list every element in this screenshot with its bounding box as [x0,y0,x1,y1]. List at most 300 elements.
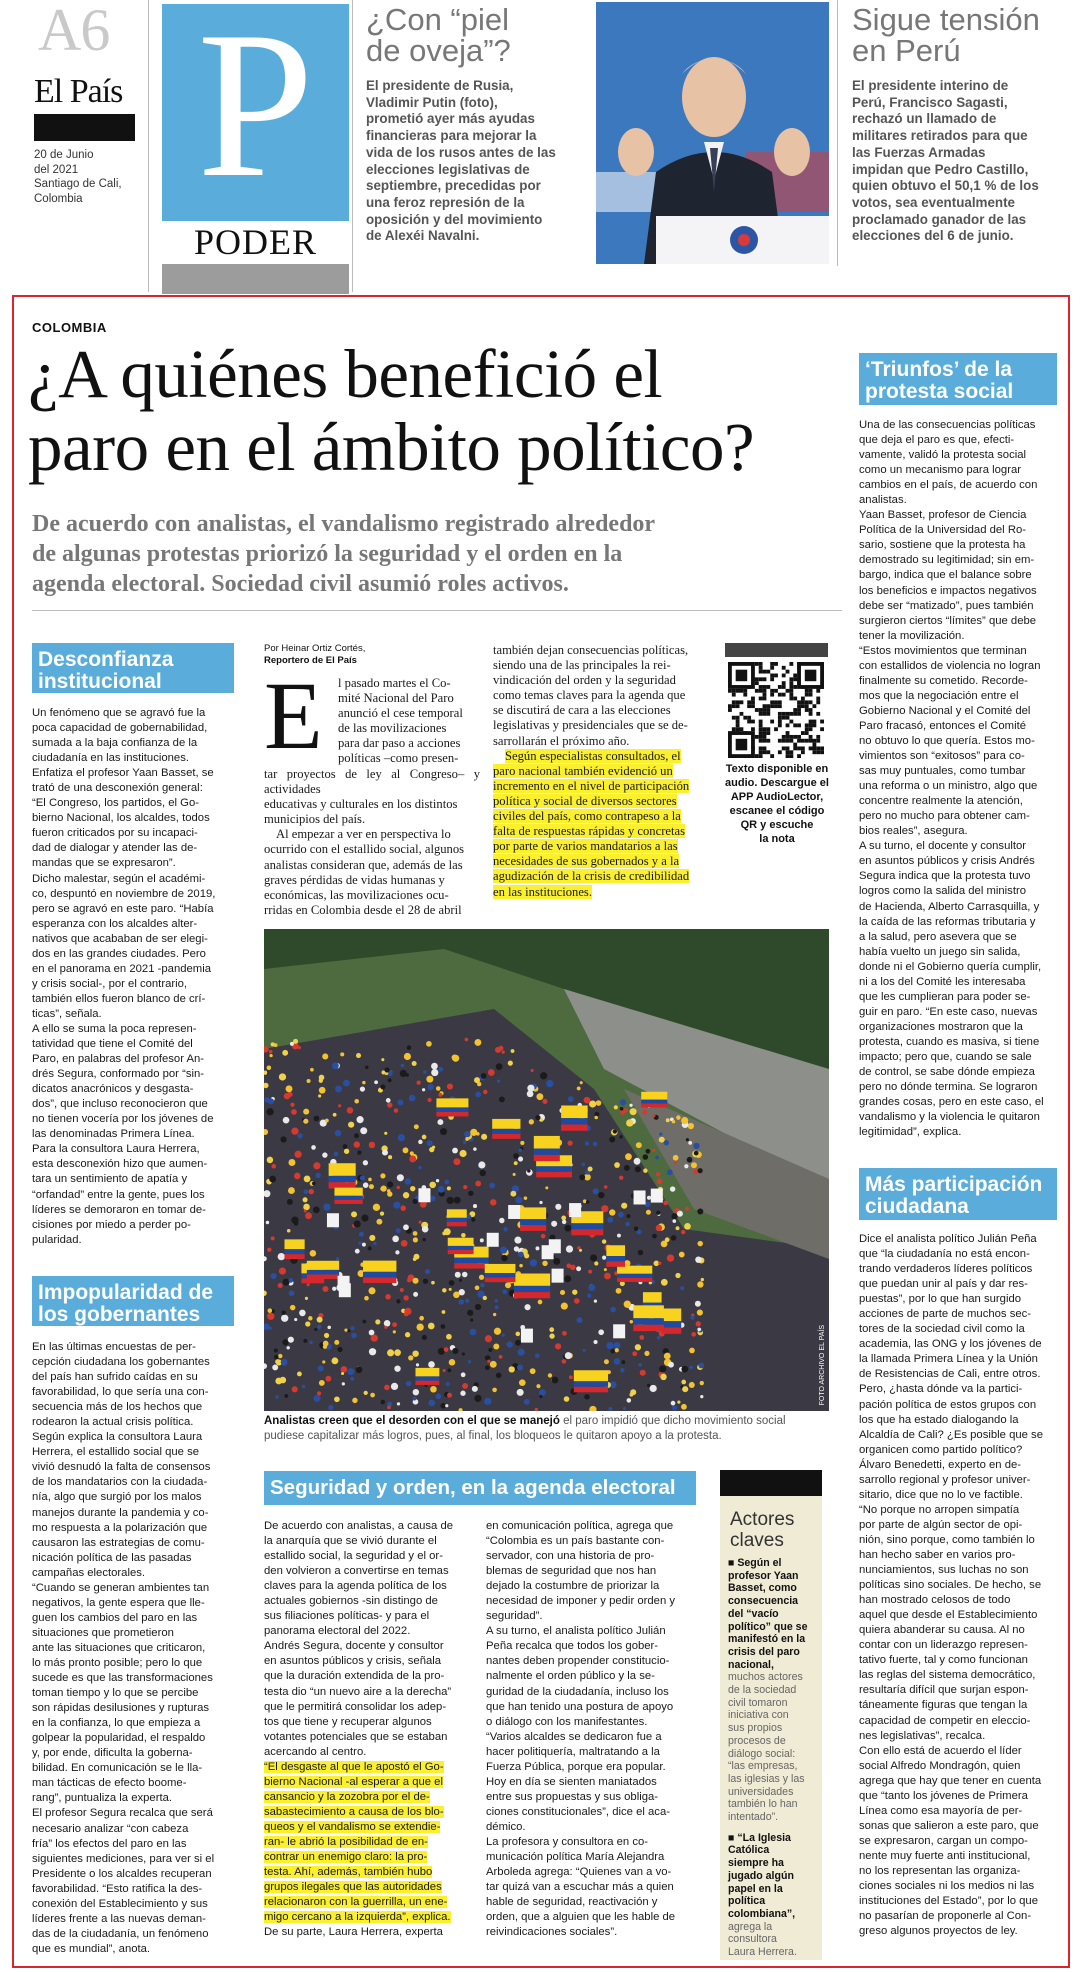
text-line: fueron criticados por su incapaci- [32,827,198,840]
text-line: los beneficios e impactos negativos [859,584,1037,597]
actores-line: muchos actores [728,1671,803,1684]
text-line: sucede es que las transformaciones [32,1672,213,1685]
text-line: cansancio y la zozobra por el de- [264,1790,430,1803]
actores-line: Católica [728,1844,770,1857]
text-line: sario, sostiene que la protesta ha [859,539,1026,552]
date-block [34,148,122,206]
text-line: dad de dialogar y atender las de- [32,842,198,855]
actores-line: consultora [728,1933,777,1946]
date-line: Colombia [34,192,83,205]
text-line: en el panorama en 2021 -pandemia [32,962,211,975]
protest-photo [264,929,829,1411]
text-line: nalmente el orden público y la se- [486,1670,655,1683]
text-line: tatividad que tiene el Comité del [32,1038,193,1051]
text-line: Alcaldía de Cali? ¿Es posible que se [859,1428,1043,1441]
text-line: de Resistencias de Cali, entre otros. [859,1368,1041,1381]
text-line: había vuelto un juego sin salida, [859,945,1021,958]
text-line: nicación política de las pasadas [32,1551,192,1564]
text-line: contar con un liderazgo represen- [859,1639,1028,1652]
text-line: Con ello está de acuerdo el líder [859,1744,1022,1757]
text-line: tener la movilización. [859,629,965,642]
text-line: favorabilidad, lo que sería una con- [32,1386,209,1399]
section-letter: P [197,0,314,221]
teaser-russia[interactable] [366,4,590,245]
text-line: actuales gobiernos -sin distingo de [264,1595,438,1608]
headline-line: paro en el ámbito político? [28,409,755,485]
text-line: Un fenómeno que se agravó fue la [32,707,206,719]
article-deck: De acuerdo con analistas, el vandalismo registrado alrededor de algunas protestas priorizó la seguridad y el orden en la agenda electoral. Sociedad civil asumió roles activos. [32,511,656,597]
text-line: Política de la Universidad del Ro- [859,524,1027,537]
text-line: esta desconexión hizo que aumen- [32,1158,208,1171]
text-line: acciones de parte de muchos sec- [859,1308,1032,1321]
text-line: Dice el analista político Julián Peña [859,1233,1037,1245]
text-line: bierno Nacional, los alcaldes, todos [32,812,210,825]
text-line: de los mandatarios con la ciudada- [32,1476,208,1489]
text-line: que han tenido una postura de apoyo [486,1700,674,1713]
right-column-text-2 [859,1232,1059,1939]
text-line: Segura indica que la protesta tuvo [859,870,1031,883]
text-line: sonas que salieron a este paro, que [859,1819,1039,1832]
actores-line: Basset, como [728,1582,797,1595]
text-line: que puedan unir al país y dar res- [859,1278,1028,1291]
text-line: dejado la costumbre de priorizar la [486,1580,660,1593]
putin-illustration [596,2,829,264]
text-line: mos que la negociación entre el [859,689,1019,702]
text-line: A su turno, el docente y consultor [859,840,1027,853]
text-line: Paro, en palabras del profesor An- [32,1053,205,1066]
text-line: testa. Ahí, además, también hubo [264,1866,433,1879]
text-line: sabastecimiento a causa de los blo- [264,1805,444,1818]
text-line: bargo, indica que el balance sobre [859,569,1032,582]
text-line: entre sus propuestas y sus obliga- [486,1790,659,1803]
actores-line: colombiana”, [728,1907,796,1920]
subhead-participacion: Más participación ciudadana [859,1168,1057,1220]
text-line: nantes deben propender constitucio- [486,1655,670,1668]
paper-name: El País [34,73,123,110]
text-line: queos y el vandalismo se extendie- [264,1820,441,1833]
text-line: mandas que se expresaron”. [32,857,176,870]
text-line: votantes potenciales que se estaban [264,1730,448,1743]
text-line: “El desgaste al que le apostó el Go- [264,1760,444,1773]
text-line: en asuntos públicos y crisis Andrés [859,855,1035,868]
text-line: tativo fuerte, tal y como funcionan [859,1654,1028,1667]
actores-line: sus propios [728,1722,783,1735]
text-line: Paro fracasó, entonces el Comité [859,719,1027,732]
text-line: dicatos anacrónicos y desgasta- [32,1083,194,1096]
text-line: ante las situaciones que criticaron, [32,1641,206,1654]
text-line: Gobierno Nacional y el Comité del [859,704,1031,717]
text-line: demostrado su legitimidad; sin em- [859,554,1035,567]
headline-line: ¿A quiénes benefició el [28,336,663,412]
text-line: líderes se demoraron en tomar de- [32,1203,206,1216]
text-line: tar quizá van a escuchar más a quien [486,1881,674,1894]
right-column-text-1 [859,418,1059,1140]
text-line: secuencia más de los hechos que [32,1401,203,1414]
column-divider [148,0,149,292]
masthead-bar [34,114,135,141]
text-line: hable de seguridad, reactivación y [486,1896,658,1909]
drop-cap: E [264,662,323,769]
text-line: man tácticas de efecto boome- [32,1777,187,1790]
text-line: “Colombia es un país bastante con- [486,1535,665,1548]
text-line: La profesora y consultora en co- [486,1835,649,1848]
date-line: Santiago de Cali, [34,178,122,190]
section-name: PODER [162,222,349,262]
text-line: por parte de algún sector de opi- [859,1518,1023,1531]
text-line: vandalismo y la violencia le quitaron [859,1111,1040,1124]
text-line: ciudadanía en las instituciones. [32,752,190,765]
actores-header-bar [720,1470,822,1496]
text-line: negativos, la gente espera que lle- [32,1596,205,1609]
text-line: migo cercano a la izquierda”, explica. [264,1911,451,1924]
text-line: Según explica la consultora Laura [32,1431,203,1444]
putin-photo [596,2,829,264]
text-line: municación política María Alejandra [486,1851,665,1864]
text-line: cepción ciudadana los gobernantes [32,1356,210,1369]
actores-line: las iglesias y las [728,1772,805,1785]
text-line: necesidad de imponer y pedir orden y [486,1595,676,1608]
actores-line: manifestó en la [728,1633,806,1646]
text-line: han mostrado celosos de todo [859,1594,1011,1607]
actores-line: consecuencia [728,1595,799,1608]
photo-credit: FOTO ARCHIVO EL PAÍS [819,1324,826,1405]
text-line: trató de una desconexión general: [32,782,203,795]
text-line: sus filiaciones políticas- y para el [264,1610,430,1623]
actores-line: procesos de [728,1734,786,1747]
text-line: poca capacidad de gobernabilidad, [32,722,208,735]
text-line: Presidente o los alcaldes recuperan [32,1867,212,1880]
text-line: guridad de la ciudadanía, incluso los [486,1685,669,1698]
text-line: Hoy en día se sienten maniatados [486,1775,657,1788]
page-number: A6 [38,0,110,63]
text-line: nativos que acababan de ser elegi- [32,932,208,945]
actores-line: civil tomaron [728,1696,788,1709]
text-line: son rápidas desilusiones y rupturas [32,1702,210,1715]
body-lead-indented: l pasado martes el Co- mité Nacional del Paro anunció el cese temporal de las movilizaciones para dar paso a acciones políticas –como presen- [338,676,463,766]
text-line: en asuntos públicos y crisis, señala [264,1655,442,1668]
text-line: en la confianza, lo que empieza a [32,1717,201,1730]
text-line: bilidad. En comunicación se le lla- [32,1762,203,1775]
text-line: situaciones que prometieron [32,1626,174,1639]
text-line: servador, con una historia de pro- [486,1550,655,1563]
text-line: trando verdaderos líderes políticos [859,1263,1033,1276]
actores-line: siempre ha [728,1857,784,1870]
teaser-title: ¿Con “piel de oveja”? [366,2,511,68]
text-line: panorama electoral del 2022. [264,1625,411,1638]
text-line: “Cuando se generan ambientes tan [32,1581,210,1594]
text-line: debe ser “matizado”, pues también [859,599,1034,612]
text-line: pularidad. [32,1233,82,1246]
text-line: finalmente su cometido. Recorde- [859,674,1028,687]
text-line: bios reales”, asegura. [859,825,968,838]
actores-line: iniciativa con [728,1709,789,1722]
article-kicker: COLOMBIA [32,320,107,335]
actores-line: de la sociedad [728,1684,797,1697]
caption-text: el paro impidió que dicho movimiento social pudiese capitalizar más logros, pues, al final, los bloqueos le quitaron apoyo a la protesta. [264,1415,786,1442]
text-line: das de la ciudadanía, un fenómeno [32,1927,209,1940]
text-line: acercando al centro. [264,1745,367,1758]
text-line: Una de las consecuencias políticas [859,419,1036,431]
text-line: Enfatiza el profesor Yaan Basset, se [32,767,214,780]
left-column-text-2 [32,1340,236,1957]
text-line: favorabilidad. “Esto ratifica la des- [32,1882,203,1895]
text-line: de Hacienda, Alberto Carrasquilla, y [859,900,1040,913]
text-line: y, por ende, dificulta la goberna- [32,1747,193,1760]
text-line: toman tiempo y lo que se percibe [32,1687,199,1700]
text-line: ni a los del Comité les interesaba [859,975,1026,988]
actores-line: agrega la [728,1920,773,1933]
actores-line: diálogo social: [728,1747,796,1760]
text-line: políticas sino sociales. De hecho, se [859,1579,1042,1592]
actores-title: Actores claves [730,1509,795,1551]
text-line: que le permitirá consolidar los adep- [264,1700,447,1713]
caption-lead: Analistas creen que el desorden con el que se manejó [264,1415,560,1427]
text-line: los que ha estado dialogando la [859,1413,1019,1426]
text-line: “orfandad” entre la gente, pues los [32,1188,205,1201]
text-line: nunciamientos, sus luchas no son [859,1564,1029,1577]
text-line: academia, las ONG y los jóvenes de [859,1338,1042,1351]
teaser-body: El presidente de Rusia, Vladimir Putin (foto), prometió ayer más ayudas financieras para mejorar la vida de los rusos antes de las elecciones legislativas de septiembre, precedidas por una feroz represión de la oposición y del movimiento de Alexéi Navalni. [366,78,556,244]
actores-list [728,1557,820,1959]
text-line: la caída de las reformas tributaria y [859,915,1036,928]
text-line: siguientes mediciones, para ver si el [32,1852,215,1865]
text-line: Línea como esa mayoría de per- [859,1804,1023,1817]
text-line: del país han sufrido caídas en su [32,1371,198,1384]
text-line: Arboleda agrega: “Quienes van a vo- [486,1866,672,1879]
text-line: que “la ciudadanía no está encon- [859,1248,1030,1261]
text-line: Andrés Segura, docente y consultor [264,1640,444,1653]
actores-line: del “vacío [728,1607,779,1620]
text-line: A ello se suma la poca represen- [32,1022,197,1035]
actores-line: política [728,1895,766,1908]
text-line: pación política de estos grupos con [859,1398,1037,1411]
text-line: drés Segura, conformado por “sin- [32,1068,205,1081]
actores-line: “las empresas, [728,1760,798,1773]
text-line: organizaciones mostraron que la [859,1020,1023,1033]
text-line: den volvieron a convertirse en temas [264,1565,449,1578]
qr-header-bar [725,643,828,657]
photo-caption [264,1414,824,1444]
text-line: sas muy puntuales, como tumbar [859,765,1026,778]
text-line: no pasarían de proponerle al Con- [859,1910,1032,1923]
text-line: Peña recalca que todos los gober- [486,1640,659,1653]
text-line: líderes frente a las nuevas deman- [32,1912,206,1925]
left-column-text-1 [32,706,236,1248]
text-line: o diálogo con los manifestantes. [486,1715,648,1728]
body-column-1: tar proyectos de ley al Congreso– y actividades educativas y culturales en los distintos municipios del país. Al empezar a ver en perspectiva lo ocurrido con el estallido social, algunos analistas consideran que, además de las graves pérdidas de vidas humanas y económicas, las movilizaciones ocu- rridas en Colombia desde el 28 de abril [264,767,480,917]
text-line: campañas electorales. [32,1566,146,1579]
text-line: pero no mucho para obtener cam- [859,810,1030,823]
text-line: Álvaro Benedetti, experto en de- [859,1458,1022,1471]
text-line: vamente, validó la protesta social [859,449,1027,462]
text-line: cambios en el país, de acuerdo con [859,479,1038,492]
teaser-title: Sigue tensión en Perú [852,2,1040,68]
text-line: capacidad de competir en eleccio- [859,1714,1031,1727]
highlighted-quote: Según especialistas consultados, el paro nacional también evidenció un incremento en el nivel de participación política y social de diversos sectores civiles del país, como contrapeso a la falta de respuestas rápidas y concretas por parte de varios mandatarios a las necesidades de sus gobernados y a la agudización de la crisis de credibilidad en las instituciones. [493,748,690,899]
actores-line: ■ Según el [728,1557,782,1569]
text-line: guen los cambios del paro en las [32,1611,198,1624]
subhead-seguridad: Seguridad y orden, en la agenda electoral [264,1471,696,1505]
text-line: analistas. [859,494,907,507]
teaser-peru[interactable] [852,4,1072,245]
body-column-2: también dejan consecuencias políticas, siendo una de las principales la rei- vindicación del orden y la seguridad como temas claves para la agenda que se discutirá de cara a las elecciones legislativas y presidenciales que se de- sarrollarán el próximo año. Según especialistas consultados, el paro nacional también evidenció un incremento en el nivel de participación política y social de diversos sectores civiles del país, como contrapeso a la falta de respuestas rápidas y concretas por parte de varios mandatarios a las necesidades de sus gobernados y a la agudización de la crisis de credibilidad en las instituciones. [493,643,711,900]
seguridad-column-2 [486,1519,708,1940]
spacer [728,1824,820,1832]
text-line: que “tanto los jóvenes de Primera [859,1789,1028,1802]
text-line: sarrollo regional y profesor univer- [859,1473,1031,1486]
text-line: orden, que a alguien que les hable de [486,1911,676,1924]
text-line: dos”, que incluso reconocieron que [32,1098,208,1111]
section-bar [162,264,349,294]
subhead-desconfianza: Desconfianza institucional [32,643,234,693]
text-line: sitario, dice que no lo ve factible. [859,1488,1023,1501]
text-line: fría” los efectos del paro en las [32,1837,187,1850]
text-line: Pero, ¿hasta dónde va la partici- [859,1383,1023,1396]
text-line: organicen como partido político? [859,1443,1023,1456]
text-line: instituciones del Estado”, por lo que [859,1895,1038,1908]
text-line: que es mundial”, anota. [32,1942,151,1955]
text-line: con estallidos de violencia no logran [859,659,1041,672]
text-line: impacto; pero que, cuando se sale [859,1050,1032,1063]
text-line: que la duración extendida de la pro- [264,1670,445,1683]
text-line: táneamente figuras que tengan la [859,1699,1028,1712]
text-line: manejos durante la pandemia y co- [32,1506,209,1519]
text-line: social Alfredo Mondragón, quien [859,1759,1021,1772]
text-line: De su parte, Laura Herrera, experta [264,1926,443,1939]
subhead-triunfos: ‘Triunfos’ de la protesta social [859,353,1057,405]
text-line: claves para la agenda política de los [264,1580,447,1593]
text-line: Yaan Basset, profesor de Ciencia [859,509,1027,522]
text-line: tos que tiene y recuperar algunos [264,1715,432,1728]
text-line: vimientos son “exitosos” para co- [859,750,1025,763]
text-line: han hecho saber en varios pro- [859,1548,1016,1561]
text-line: ran- le abrió la posibilidad de en- [264,1835,428,1848]
text-line: cisiones por miedo a perder po- [32,1218,191,1231]
text-line: nión, sino porque, como también lo [859,1533,1035,1546]
actores-line: ■ “La Iglesia [728,1831,791,1844]
text-line: “El Congreso, los partidos, el Go- [32,797,200,810]
text-line: “No porque no arropen simpatía [859,1503,1020,1516]
text-line: aquel que desde el Establecimiento [859,1609,1038,1622]
actores-line: universidades [728,1785,794,1798]
text-line: vivió desnudó la falta de consensos [32,1461,211,1474]
text-line: concentre realmente la atención, [859,795,1023,808]
text-line: las reglas del sistema democrático, [859,1669,1036,1682]
text-line: de control, se sabe dónde empieza [859,1066,1035,1079]
text-line: en comunicación política, agrega que [486,1520,674,1532]
actores-line: Laura Herrera. [728,1946,797,1959]
actores-line: jugado algún [728,1869,794,1882]
seguridad-column-1 [264,1519,480,1940]
text-line: pero se agravó en este paro. “Había [32,902,214,915]
text-line: guir en paro. “En este caso, nuevas [859,1005,1038,1018]
actores-line: profesor Yaan [728,1569,799,1582]
text-line: necesario analizar “con cabeza [32,1822,189,1835]
text-line: estallido social, la seguridad y el or- [264,1550,443,1563]
text-line: reivindicaciones sociales”. [486,1926,618,1939]
text-line: mo respuesta a la polarización que [32,1521,208,1534]
actores-line: nacional, [728,1658,774,1671]
text-line: “Varios alcaldes se dedicaron fue a [486,1730,662,1743]
subhead-impopularidad: Impopularidad de los gobernantes [32,1276,234,1326]
text-line: greso algunos proyectos de ley. [859,1925,1018,1938]
date-line: del 2021 [34,163,79,176]
text-line: se expresaron, cargan un compo- [859,1834,1028,1847]
text-line: quiera abanderar su causa. Al no [859,1624,1025,1637]
text-line: seguridad”. [486,1610,543,1623]
text-line: nes legislativas”, recalca. [859,1729,986,1742]
text-line: ticas”, señala. [32,1007,102,1020]
text-line: contrar un enemigo claro: la pro- [264,1851,428,1864]
text-line: a la salud, pero asevera que se [859,930,1017,943]
text-line: agrega que hay que tener en cuenta [859,1774,1042,1787]
text-line: no los representan las organiza- [859,1864,1021,1877]
text-line: logros como la salida del ministro [859,885,1027,898]
date-line: 20 de Junio [34,149,94,161]
teaser-body: El presidente interino de Perú, Francisco Sagasti, rechazó un llamado de militares retirados para que las Fuerzas Armadas impidan que Pedro Castillo, quien obtuvo el 50,1 % de los votos, sea eventualmente proclamado ganador de las elecciones del 6 de junio. [852,78,1039,244]
text-line: conexión del Establecimiento y sus [32,1897,208,1910]
text-line: “Estos movimientos que terminan [859,644,1027,657]
text-line: tara un sentimiento de apatía y [32,1173,188,1186]
text-line: blemas de seguridad que nos han [486,1565,657,1578]
text-line: no obtuvo lo que quería. Estos mo- [859,734,1035,747]
text-line: resultaría difícil que surjan espon- [859,1684,1029,1697]
deck-rule [32,610,842,611]
text-line: esperanza con los alcaldes alter- [32,917,198,930]
text-line: surgieron ciertos “límites” que debe [859,614,1037,627]
text-line: ciones constitucionales”, dice el aca- [486,1805,670,1818]
actores-line: político” que se [728,1620,808,1633]
text-line: grupos ilegales que las autoridades [264,1881,442,1894]
column-divider [837,0,838,266]
text-line: Dicho malestar, según el académi- [32,872,206,885]
protest-illustration [264,929,829,1411]
text-line: las denominadas Primera Línea. [32,1128,195,1141]
column-divider [352,0,353,292]
text-line: que deja el paro es que, efecti- [859,434,1015,447]
text-line: Fuerza Pública, porque era popular. [486,1760,666,1773]
text-line: nía, algo que surgió por los malos [32,1491,202,1504]
text-line: rang”, puntualiza la experta. [32,1792,173,1805]
text-line: testa dio “un nuevo aire a la derecha” [264,1685,452,1698]
article-headline [28,338,848,484]
text-line: dos en las grandes ciudades. Pero [32,947,206,960]
text-line: golpear la popularidad, el respaldo [32,1732,206,1745]
text-line: sumada a la baja confianza de la [32,737,198,750]
qr-code-icon[interactable] [728,662,824,758]
text-line: grandes cosas, pero en este caso, el [859,1096,1044,1109]
text-line: la llamada Primera Línea y la Unión [859,1353,1038,1366]
text-line: legitimidad”, explica. [859,1126,962,1139]
text-line: relacionaron con la guerrilla, un ene- [264,1896,448,1909]
audio-instructions: Texto disponible en audio. Descargue el APP AudioLector, escanee el código QR y escuche la nota [725,763,829,845]
byline-name: Por Heinar Ortiz Cortés, [264,643,366,654]
text-line: De acuerdo con analistas, a causa de [264,1520,454,1532]
text-line: rodearon la actual crisis política. [32,1416,194,1429]
text-line: ciones sociales ni los medios ni las [859,1880,1035,1893]
text-line: pero no dónde termina. Se lograron [859,1081,1038,1094]
text-line: donde ni el Gobierno quería cumplir, [859,960,1042,973]
text-line: una reforma o un ministro, algo que [859,780,1038,793]
text-line: no tienen vocería por los jóvenes de [32,1113,214,1126]
text-line: El profesor Segura recalca que será [32,1807,213,1820]
text-line: como un mecanismo para lograr [859,464,1021,477]
text-line: nente muy fuerte anti institucional, [859,1849,1031,1862]
text-line: A su turno, el analista político Julián [486,1625,666,1638]
text-line: En las últimas encuestas de per- [32,1341,196,1353]
text-line: y crisis social-, por el contrario, [32,977,188,990]
text-line: tores de la sociedad civil como la [859,1323,1025,1336]
